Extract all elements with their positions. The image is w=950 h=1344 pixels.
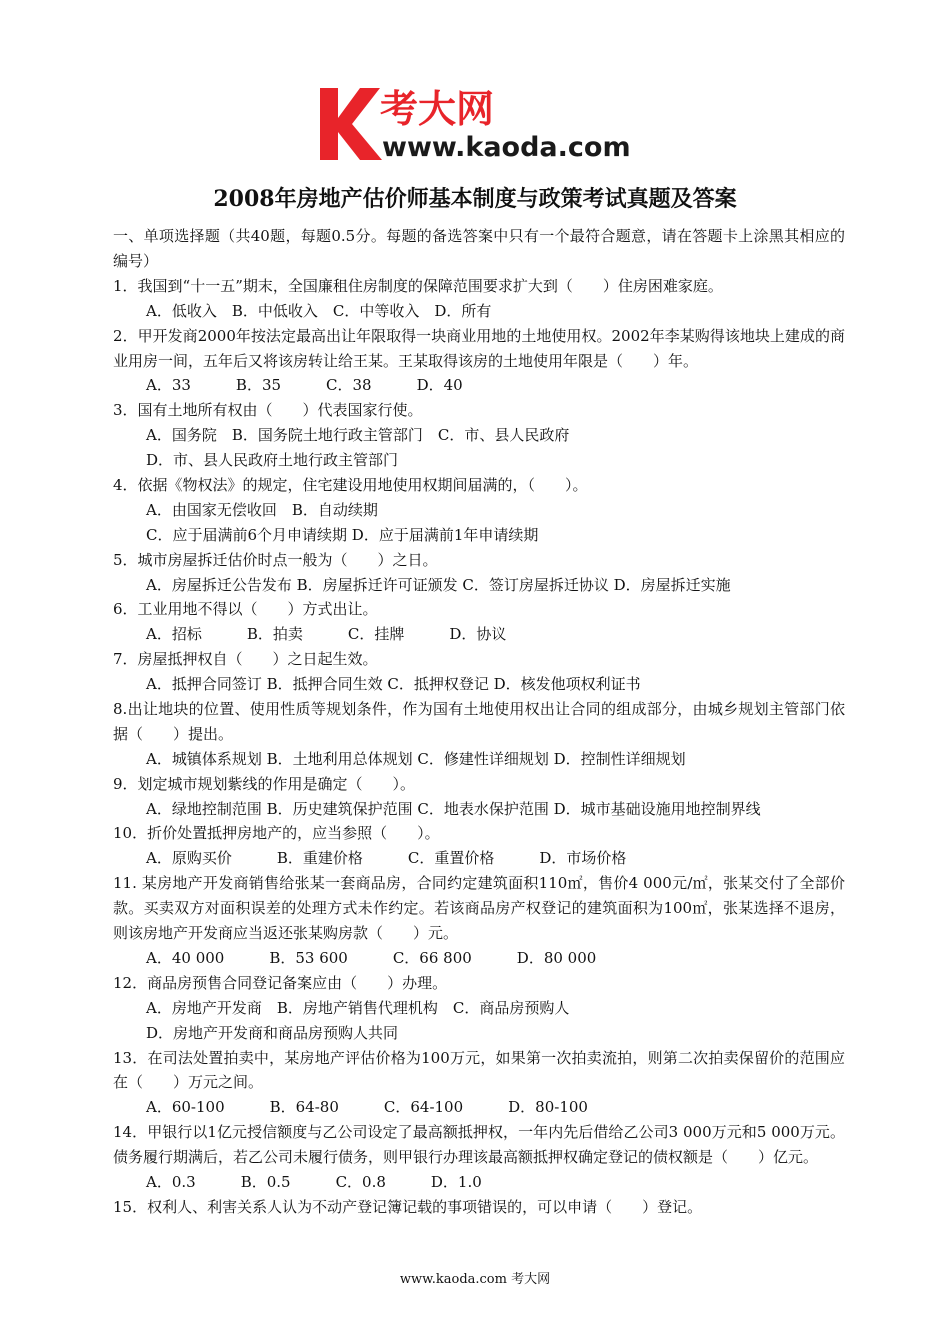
question-text: 13．在司法处置拍卖中，某房地产评估价格为100万元，如果第一次拍卖流拍，则第二次拍卖保留价的范围应在（ ）万元之间。 xyxy=(113,1048,845,1092)
question-text: 14．甲银行以1亿元授信额度与乙公司设定了最高额抵押权，一年内先后借给乙公司3 000万元和5 000万元。债务履行期满后，若乙公司未履行债务，则甲银行办理该最高额抵押权确定登记的债权额是（ ）亿元。 xyxy=(113,1123,845,1167)
question-text: 1．我国到“十一五”期末，全国廉租住房制度的保障范围要求扩大到（ ）住房困难家庭。 xyxy=(113,276,723,295)
question-text: 2．甲开发商2000年按法定最高出让年限取得一块商业用地的土地使用权。2002年李某购得该地块上建成的商业用房一间，五年后又将该房转让给王某。王某取得该房的土地使用年限是（ ）年。 xyxy=(113,326,845,370)
page-title: 2008年房地产估价师基本制度与政策考试真题及答案 xyxy=(213,186,737,212)
question-text: 10．折价处置抵押房地产的，应当参照（ ）。 xyxy=(113,824,440,843)
answer-options: A．原购买价 B．重建价格 C．重置价格 D．市场价格 xyxy=(146,849,627,868)
answer-options: A．40 000 B．53 600 C．66 800 D．80 000 xyxy=(146,948,597,967)
answer-options: C．应于届满前6个月申请续期 D．应于届满前1年申请续期 xyxy=(146,525,539,544)
answer-options: A．招标 B．拍卖 C．挂牌 D．协议 xyxy=(146,625,507,644)
document-body xyxy=(113,224,845,1220)
question-text: 9．划定城市规划紫线的作用是确定（ ）。 xyxy=(113,774,416,793)
answer-options: A．国务院 B．国务院土地行政主管部门 C．市、县人民政府 xyxy=(146,426,570,445)
question-text: 11. 某房地产开发商销售给张某一套商品房，合同约定建筑面积110㎡，售价4 000元/㎡，张某交付了全部价款。买卖双方对面积误差的处理方式未作约定。若该商品房产权登记的建筑面积为100㎡，张某选择不退房，则该房地产开发商应当返还张某购房款（ ）元。 xyxy=(113,874,845,943)
answer-options: A．城镇体系规划 B．土地利用总体规划 C．修建性详细规划 D．控制性详细规划 xyxy=(146,749,686,768)
answer-options: A．33 B．35 C．38 D．40 xyxy=(146,376,463,395)
logo-url-text: www.kaoda.com xyxy=(382,132,631,163)
question-text: 5．城市房屋拆迁估价时点一般为（ ）之日。 xyxy=(113,550,438,569)
kaoda-logo xyxy=(318,84,638,164)
answer-options: D．房地产开发商和商品房预购人共同 xyxy=(146,1023,399,1042)
question-text: 4．依据《物权法》的规定，住宅建设用地使用权期间届满的，（ ）。 xyxy=(113,475,588,494)
answer-options: A．房地产开发商 B．房地产销售代理机构 C．商品房预购人 xyxy=(146,998,570,1017)
answer-options: A．低收入 B．中低收入 C．中等收入 D．所有 xyxy=(146,301,492,320)
question-text: 12．商品房预售合同登记备案应由（ ）办理。 xyxy=(113,973,448,992)
question-text: 3．国有土地所有权由（ ）代表国家行使。 xyxy=(113,401,423,420)
logo-brand-text: 考大网 xyxy=(380,87,495,131)
logo-graphic xyxy=(318,84,638,164)
page-footer: www.kaoda.com 考大网 xyxy=(399,1272,551,1287)
answer-options: A．房屋拆迁公告发布 B．房屋拆迁许可证颁发 C．签订房屋拆迁协议 D．房屋拆迁实施 xyxy=(146,575,731,594)
question-text: 6．工业用地不得以（ ）方式出让。 xyxy=(113,600,378,619)
answer-options: A．绿地控制范围 B．历史建筑保护范围 C．地表水保护范围 D．城市基础设施用地控制界线 xyxy=(146,799,761,818)
question-text: 8.出让地块的位置、使用性质等规划条件，作为国有土地使用权出让合同的组成部分，由城乡规划主管部门依据（ ）提出。 xyxy=(113,699,845,743)
answer-options: A．0.3 B．0.5 C．0.8 D．1.0 xyxy=(146,1173,482,1192)
question-text: 一、单项选择题（共40题，每题0.5分。每题的备选答案中只有一个最符合题意，请在答题卡上涂黑其相应的编号） xyxy=(113,227,845,270)
question-text: 7．房屋抵押权自（ ）之日起生效。 xyxy=(113,650,378,669)
answer-options: A．抵押合同签订 B．抵押合同生效 C．抵押权登记 D．核发他项权利证书 xyxy=(146,675,641,694)
answer-options: D．市、县人民政府土地行政主管部门 xyxy=(146,451,399,470)
answer-options: A．由国家无偿收回 B．自动续期 xyxy=(146,500,378,519)
answer-options: A．60-100 B．64-80 C．64-100 D．80-100 xyxy=(146,1098,588,1117)
question-text: 15．权利人、利害关系人认为不动产登记簿记载的事项错误的，可以申请（ ）登记。 xyxy=(113,1197,703,1216)
